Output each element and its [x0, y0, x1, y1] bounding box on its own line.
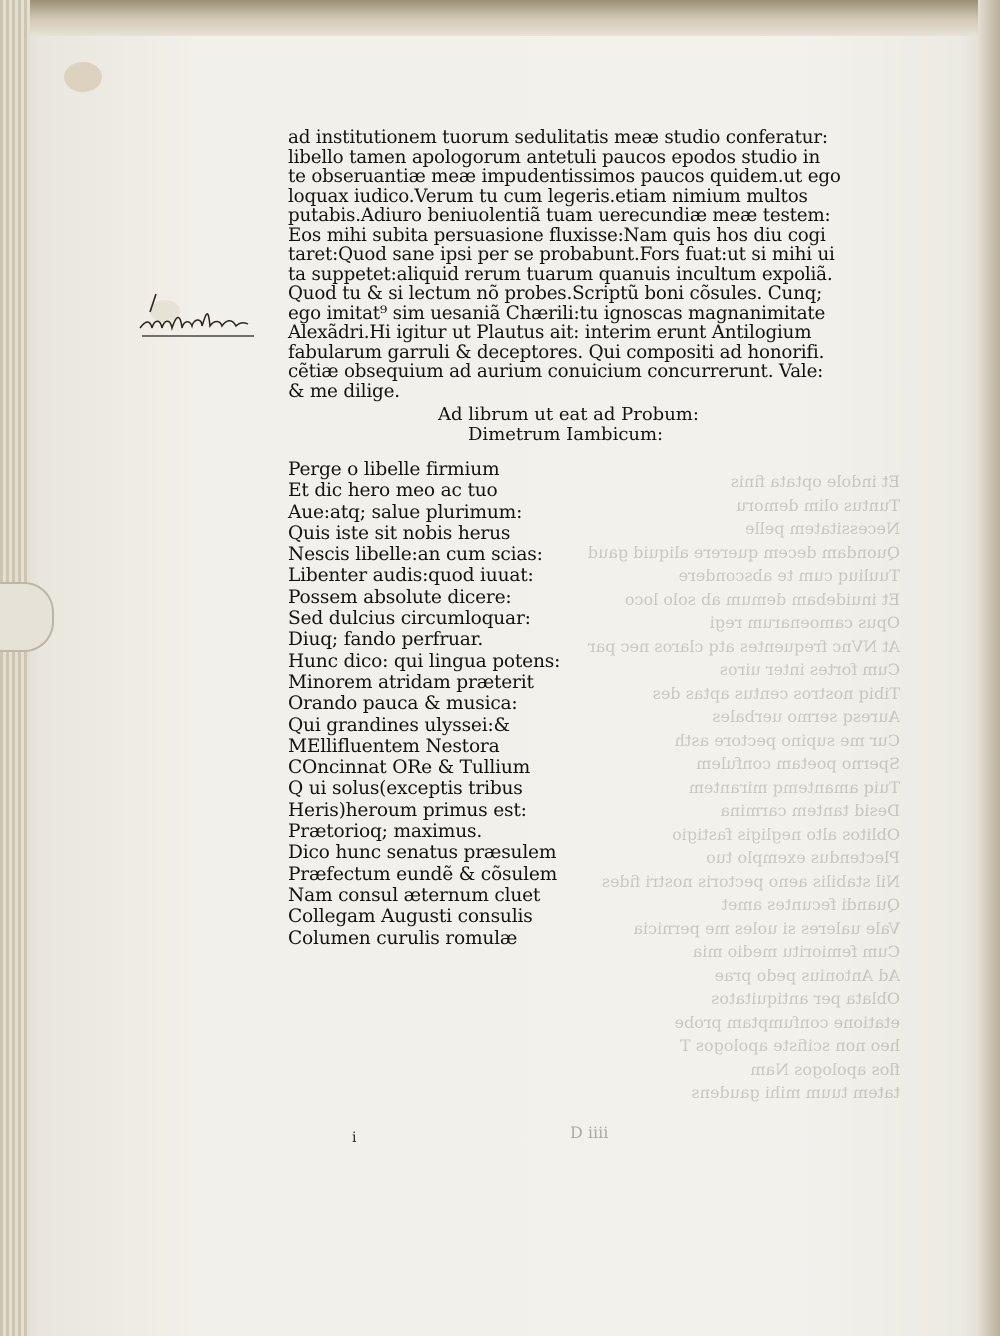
poem-verse: Et dic hero meo ac tuo	[288, 480, 498, 502]
prose-line: Alexãdri.Hi igitur ut Plautus ait: interim erunt Antilogium	[288, 322, 812, 343]
poem-verse: Nescis libelle:an cum scias:	[288, 544, 543, 566]
bleed-through-line: Et inuidebam demum ab solo loco	[624, 589, 900, 609]
prose-line: libello tamen apologorum antetuli paucos epodos studio in	[288, 146, 821, 168]
poem-verse: Aue:atq; salue plurimum:	[288, 501, 523, 523]
bleed-through-line: Auresq sermo uerbales	[712, 707, 900, 726]
bleed-through-line: Nil stabilis aeno pectoris nostri fides	[601, 871, 900, 891]
poem-verse: Collegam Augusti consulis	[288, 906, 533, 928]
bleed-through-line: Cum femioritu medio mia	[692, 942, 900, 961]
prose-line: fabularum garruli & deceptores. Qui compositi ad honorifi.	[288, 341, 825, 363]
poem-verse: Heris)heroum primus est:	[288, 799, 527, 821]
page-curl-right-edge	[978, 0, 1000, 1336]
prose-line: te obseruantiæ meæ impudentissimos paucos quidem.ut ego	[288, 166, 841, 187]
poem-verse: Nam consul æternum cluet	[288, 884, 541, 906]
bleed-through-line: etatione confumptam probe	[674, 1012, 900, 1032]
bleed-through-line: Et indole optata finis	[730, 472, 900, 491]
poem-verse: Præfectum eundẽ & cõsulem	[288, 863, 558, 885]
bleed-through-line: Plectendus exemplo tuo	[706, 848, 900, 867]
prose-line: Quod tu & si lectum nõ probes.Scriptũ boni cõsules. Cunq;	[288, 283, 823, 304]
poem	[288, 459, 888, 949]
poem-verse: Quis iste sit nobis herus	[288, 522, 511, 544]
foxing-stain	[64, 62, 102, 92]
bleed-through-line: Ad Antonius pedo prae	[714, 965, 900, 985]
prose-line: ad institutionem tuorum sedulitatis meæ studio conferatur:	[288, 127, 828, 148]
poem-verse: COncinnat ORe & Tullium	[288, 757, 531, 779]
poem-verse: Columen curulis romulæ	[288, 927, 518, 949]
bleed-through-line: Cur me supino pectore asth	[674, 730, 900, 750]
poem-verse: Qui grandines ulyssei:&	[288, 714, 510, 736]
prose-line: ego imitat⁹ sim uesaniã Chærili:tu ignoscas magnanimitate	[288, 302, 826, 324]
prose-line: cẽtiæ obsequium ad aurium conuicium concurrerunt. Vale:	[288, 361, 824, 382]
folio-mark: i	[352, 1130, 359, 1146]
prose-line: & me dilige.	[288, 380, 400, 402]
page-stack-top-edge	[0, 0, 1000, 36]
poem-verse: Sed dulcius circumloquar:	[288, 608, 531, 630]
prose-line: taret:Quod sane ipsi per se probabunt.Fors fuat:ut si mihi ui	[288, 244, 835, 265]
bleed-through-line: heo non scifiste apologos T	[680, 1036, 900, 1055]
page-stack-left-edge	[0, 0, 30, 1336]
poem-heading	[288, 405, 888, 445]
prose-line: Eos mihi subita persuasione fluxisse:Nam quis hos diu cogi	[288, 224, 826, 246]
poem-verse: Diuq; fando perfruar.	[288, 629, 484, 651]
bleed-through-line: Tuuliuq cum te abscondere	[678, 566, 900, 585]
bleed-through-line: Oblitos alto negligis fastigio	[672, 824, 900, 844]
page-clip	[0, 582, 54, 652]
poem-verse: Hunc dico: qui lingua potens:	[288, 650, 561, 672]
bleed-through-line: At NVnc frequentes atq claros nec par	[588, 636, 900, 656]
bleed-through-line: Cum fortes inter uiros	[719, 660, 900, 679]
poem-verse: MEllifluentem Nestora	[288, 735, 500, 757]
prose-line: ta suppetet:aliquid rerum tuarum quanuis incultum expoliã.	[288, 263, 833, 285]
bleed-through-line: Necessitatem pelle	[745, 519, 900, 538]
bleed-through-line: Vale ualeres si uoles me pernicia	[633, 918, 900, 938]
prose-line: putabis.Adiuro beniuolentiã tuam uerecundiæ meæ testem:	[288, 205, 831, 226]
bleed-through-line: Tuntus olim demoru	[736, 495, 900, 515]
bleed-through-line: tatem tuum mihi gaudens	[691, 1083, 900, 1102]
poem-verse: Perge o libelle firmium	[288, 459, 500, 480]
poem-verse: Dico hunc senatus præsulem	[288, 842, 557, 864]
bleed-through-line: flos apologos Nam	[750, 1059, 900, 1079]
prose-paragraph	[288, 128, 888, 401]
poem-verse: Possem absolute dicere:	[288, 586, 512, 608]
prose-line: loquax iudico.Verum tu cum legeris.etiam nimium multos	[288, 185, 808, 207]
poem-verse: Minorem atridam præterit	[288, 671, 534, 693]
poem-meter: Dimetrum Iambicum:	[468, 424, 664, 445]
bleed-through-line: Tuiq amantemq mirantem	[688, 777, 900, 797]
bleed-through-line: Oblata per antiquitatos	[711, 989, 900, 1008]
poem-verse: Orando pauca & musica:	[288, 693, 518, 715]
bleed-through-line: Opus camoenarum regi	[709, 613, 900, 632]
bleed-through-line: Tibiq nostros centus aptas des	[652, 683, 900, 703]
poem-verse: Libenter audis:quod iuuat:	[288, 565, 534, 587]
bleed-through-line: Sperno poetam confulem	[696, 754, 900, 773]
signature-mark: D iiii	[570, 1123, 609, 1142]
marginalia-handwriting-icon	[136, 290, 261, 350]
text-block	[288, 128, 888, 949]
poem-title: Ad librum ut eat ad Probum:	[438, 404, 699, 425]
bleed-through-line: Desid tantem carmina	[720, 801, 900, 820]
bleed-through-line: Quandi fecuntes amet	[721, 895, 900, 914]
poem-verse: Prætorioq; maximus.	[288, 821, 483, 843]
bleed-through-line: Quondam decem querere aliquid gaud	[587, 542, 900, 562]
handwritten-marginal-note	[136, 290, 261, 350]
poem-verse: Q ui solus(exceptis tribus	[288, 778, 523, 800]
